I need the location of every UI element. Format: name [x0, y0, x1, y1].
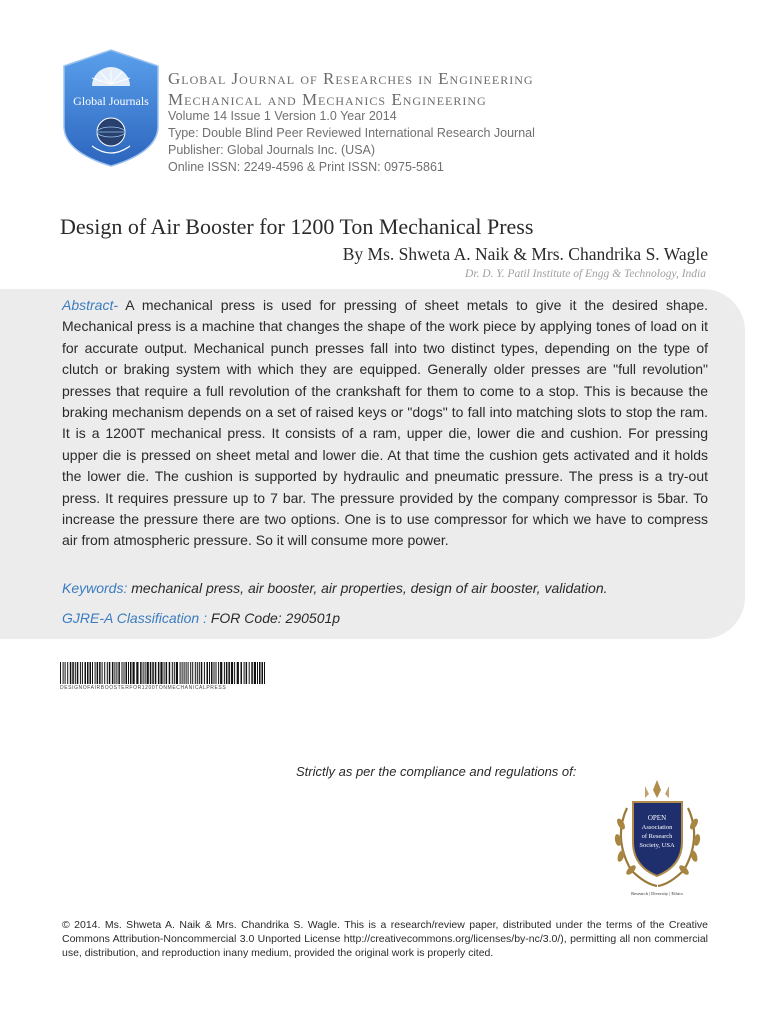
barcode-bar [90, 662, 92, 684]
barcode-bar [82, 662, 83, 684]
barcode-bar [231, 662, 233, 684]
barcode-bar [140, 662, 142, 684]
barcode-bar [136, 662, 138, 684]
barcode-bar [262, 662, 264, 684]
barcode-bar [226, 662, 228, 684]
keywords-label: Keywords: [62, 580, 128, 596]
copyright-footer: © 2014. Ms. Shweta A. Naik & Mrs. Chandrika S. Wagle. This is a research/review paper, distributed under the terms of the Creative Commons Attribution-Noncommercial 3.0 Unported License http://creativecommons.org/licenses/by-nc/3.0/), permitting all non commercial use, distribution, and reproduction inany medium, provided the original work is properly cited. [62, 919, 708, 959]
classification-label: GJRE-A Classification : [62, 610, 207, 626]
barcode-bar [246, 662, 248, 684]
barcode-bar [164, 662, 165, 684]
classification-value: FOR Code: 290501p [206, 610, 341, 626]
classification [62, 610, 340, 626]
barcode-bar [133, 662, 135, 684]
barcode-bar [174, 662, 175, 684]
barcode-bar [228, 662, 230, 684]
global-journals-logo [62, 48, 160, 168]
barcode-bar [237, 662, 239, 684]
barcode-bar [249, 662, 250, 684]
compliance-note: Strictly as per the compliance and regulations of: [296, 764, 577, 779]
barcode-bar [180, 662, 181, 684]
barcode-bar [107, 662, 108, 684]
barcode-bar [152, 662, 154, 684]
barcode-bar [224, 662, 225, 684]
barcode-bar [150, 662, 152, 684]
barcode-bar [116, 662, 117, 684]
barcode-bar [214, 662, 215, 684]
seal-motto: Research | Diversity | Ethics [631, 891, 683, 896]
barcode-bar [209, 662, 210, 684]
barcode-bar [169, 662, 171, 684]
barcode [60, 662, 265, 684]
barcode-bar [126, 662, 128, 684]
seal-line3: of Research [641, 833, 673, 840]
barcode-bar [207, 662, 209, 684]
keywords [62, 580, 608, 596]
barcode-bar [60, 662, 61, 684]
barcode-bar [182, 662, 183, 684]
paper-authors: By Ms. Shweta A. Naik & Mrs. Chandrika S. Wagle [342, 244, 708, 264]
barcode-bar [72, 662, 74, 684]
abstract [62, 295, 708, 552]
barcode-bar [122, 662, 123, 684]
barcode-bar [251, 662, 253, 684]
barcode-bar [259, 662, 261, 684]
barcode-bar [241, 662, 243, 684]
barcode-bar [234, 662, 235, 684]
issn-info: Online ISSN: 2249-4596 & Print ISSN: 0975-5861 [168, 160, 444, 174]
barcode-bar [166, 662, 168, 684]
barcode-bar [75, 662, 76, 684]
barcode-bar [109, 662, 111, 684]
barcode-bar [92, 662, 93, 684]
barcode-bar [99, 662, 101, 684]
seal-line1: OPEN [647, 814, 667, 822]
barcode-bar [192, 662, 193, 684]
barcode-bar [87, 662, 89, 684]
barcode-text: DESIGNOFAIRBOOSTERFOR1200TONMECHANICALPRESS [60, 685, 227, 691]
barcode-bar [190, 662, 191, 684]
volume-info: Volume 14 Issue 1 Version 1.0 Year 2014 [168, 109, 397, 123]
seal-line4: Society, USA [639, 842, 675, 849]
barcode-bar [257, 662, 258, 684]
barcode-bar [143, 662, 144, 684]
barcode-bar [130, 662, 132, 684]
barcode-bar [67, 662, 68, 684]
barcode-bar [158, 662, 160, 684]
barcode-bar [118, 662, 120, 684]
barcode-bar [188, 662, 189, 684]
abstract-body: A mechanical press is used for pressing of sheet metals to give it the desired shape. Mechanical press is a machine that changes the shape of the work piece by applying tones of load on it for accurate output. Mechanical punch presses fall into two distinct types, depending on the type of clutch or braking system with which they are equipped. Generally older presses are "full revolution" presses that require a full revolution of the crankshaft for them to come to a stop. This is because the braking mechanism depends on a set of raised keys or "dogs" to fall into matching slots to stop the ram. It is a 1200T mechanical press. It consists of a ram, upper die, lower die and cushion. For pressing upper die is pressed on sheet metal and lower die. At that time the cushion gets activated and it holds the lower die. The cushion is supported by hydraulic and pneumatic pressure. The press is a try-out press. It requires pressure up to 7 bar. The pressure provided by the company compressor is 5bar. To increase the pressure there are two options. One is to use compressor for which we have to compress air from atmospheric pressure. So it will consume more power. [62, 297, 708, 549]
barcode-bar [145, 662, 146, 684]
keywords-value: mechanical press, air booster, air properties, design of air booster, validation. [127, 580, 608, 596]
barcode-bar [124, 662, 125, 684]
barcode-bar [95, 662, 96, 684]
logo-text: Global Journals [73, 94, 149, 108]
abstract-label: Abstract- [62, 297, 119, 313]
barcode-bar [104, 662, 105, 684]
barcode-bar [172, 662, 173, 684]
barcode-bar [218, 662, 219, 684]
paper-affiliation: Dr. D. Y. Patil Institute of Engg & Technology, India [465, 268, 706, 280]
barcode-bar [211, 662, 213, 684]
barcode-bar [184, 662, 185, 684]
barcode-bar [77, 662, 79, 684]
barcode-bar [199, 662, 200, 684]
barcode-bar [254, 662, 256, 684]
seal-line2: Association [641, 824, 673, 831]
barcode-bar [176, 662, 178, 684]
barcode-bar [102, 662, 103, 684]
barcode-bar [195, 662, 196, 684]
barcode-bar [85, 662, 87, 684]
barcode-bar [112, 662, 114, 684]
barcode-bar [201, 662, 203, 684]
journal-name-line1: Global Journal of Researches in Engineering [168, 69, 534, 88]
barcode-bar [204, 662, 205, 684]
journal-name [168, 68, 534, 110]
barcode-bar [216, 662, 217, 684]
barcode-bar [186, 662, 187, 684]
barcode-bar [114, 662, 115, 684]
journal-meta [168, 108, 535, 176]
paper-title: Design of Air Booster for 1200 Ton Mechanical Press [60, 214, 534, 239]
barcode-bar [147, 662, 149, 684]
barcode-bar [220, 662, 222, 684]
journal-type: Type: Double Blind Peer Reviewed International Research Journal [168, 126, 535, 140]
barcode-bar [264, 662, 265, 684]
publisher-info: Publisher: Global Journals Inc. (USA) [168, 143, 376, 157]
barcode-bar [160, 662, 162, 684]
barcode-bar [63, 662, 64, 684]
journal-name-line2: Mechanical and Mechanics Engineering [168, 90, 487, 109]
barcode-bar [244, 662, 245, 684]
barcode-bar [80, 662, 81, 684]
barcode-bar [155, 662, 157, 684]
barcode-bar [128, 662, 129, 684]
barcode-bar [197, 662, 198, 684]
barcode-bar [65, 662, 66, 684]
oars-seal-logo [605, 778, 710, 900]
barcode-bar [70, 662, 72, 684]
barcode-bar [97, 662, 99, 684]
